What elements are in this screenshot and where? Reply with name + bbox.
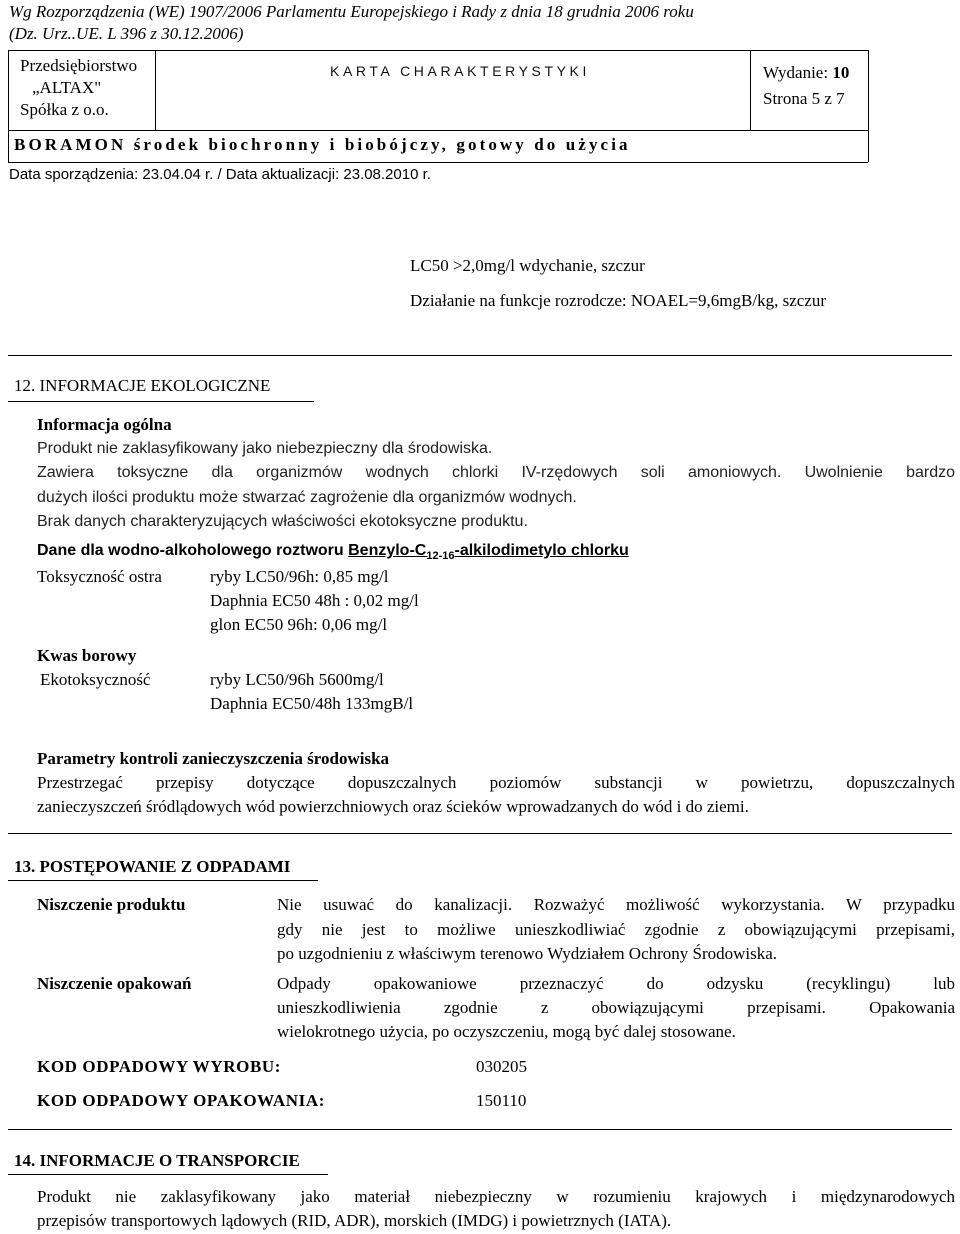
section13-title-underline bbox=[8, 880, 318, 881]
boric-acid-heading: Kwas borowy bbox=[37, 646, 137, 665]
acute-toxicity-daphnia: Daphnia EC50 48h : 0,02 mg/l bbox=[210, 591, 419, 610]
environment-control-line2: zanieczyszczeń śródlądowych wód powierzchniowych oraz ścieków wprowadzanych do wód i do ziemi. bbox=[37, 797, 749, 816]
section13-title: 13. POSTĘPOWANIE Z ODPADAMI bbox=[14, 857, 291, 876]
header-divider-left bbox=[155, 50, 156, 130]
header-mid-rule bbox=[8, 130, 868, 131]
packaging-disposal-line3: wielokrotnego użycia, po oczyszczeniu, mogą być dalej stosowane. bbox=[277, 1022, 736, 1041]
environment-control-heading: Parametry kontroli zanieczyszczenia środowiska bbox=[37, 749, 390, 768]
page-number: Strona 5 z 7 bbox=[763, 89, 845, 108]
boric-daphnia-value: Daphnia EC50/48h 133mgB/l bbox=[210, 694, 414, 713]
transport-info-line2: przepisów transportowych lądowych (RID, ADR), morskich (IMDG) i powietrznych (IATA). bbox=[37, 1211, 672, 1230]
header-bottom-rule bbox=[8, 162, 868, 163]
product-name: BORAMON środek biochronny i biobójczy, gotowy do użycia bbox=[14, 135, 631, 154]
company-name-line3: Spółka z o.o. bbox=[20, 100, 109, 119]
product-disposal-line3: po uzgodnieniu z właściwym terenowo Wydziałem Ochrony Środowiska. bbox=[277, 944, 778, 963]
solution-heading-compound bbox=[348, 542, 629, 563]
packaging-waste-code: 150110 bbox=[476, 1091, 527, 1110]
product-waste-code-label: KOD ODPADOWY WYROBU: bbox=[37, 1057, 282, 1076]
edition-number: 10 bbox=[832, 63, 850, 82]
solution-data-heading bbox=[37, 542, 629, 562]
solution-heading-prefix: Dane dla wodno-alkoholowego roztworu bbox=[37, 542, 349, 559]
header-top-rule bbox=[8, 50, 868, 51]
general-info-line1: Produkt nie zaklasyfikowany jako niebezpieczny dla środowiska. bbox=[37, 440, 493, 457]
boric-fish-value: ryby LC50/96h 5600mg/l bbox=[210, 670, 384, 689]
general-info-line4: Brak danych charakteryzujących właściwości ekotoksyczne produktu. bbox=[37, 513, 528, 530]
document-dates: Data sporządzenia: 23.04.04 r. / Data aktualizacji: 23.08.2010 r. bbox=[9, 166, 431, 183]
section14-title: 14. INFORMACJE O TRANSPORCIE bbox=[14, 1151, 300, 1170]
edition-label: Wydanie: bbox=[763, 63, 829, 82]
product-disposal-line2: gdy nie jest to możliwe unieszkodliwiać zgodnie z obowiązującymi przepisami, bbox=[277, 920, 955, 939]
product-disposal-line1: Nie usuwać do kanalizacji. Rozważyć możliwość wykorzystania. W przypadku bbox=[277, 895, 955, 914]
general-info-heading: Informacja ogólna bbox=[37, 415, 172, 434]
packaging-disposal-label: Niszczenie opakowań bbox=[37, 974, 192, 993]
packaging-waste-code-label: KOD ODPADOWY OPAKOWANIA: bbox=[37, 1091, 325, 1110]
packaging-disposal-line1: Odpady opakowaniowe przeznaczyć do odzysku (recyklingu) lub bbox=[277, 974, 955, 993]
regulation-title-line1: Wg Rozporządzenia (WE) 1907/2006 Parlamentu Europejskiego i Rady z dnia 18 grudnia 2006 roku bbox=[9, 2, 694, 21]
environment-control-line1: Przestrzegać przepisy dotyczące dopuszczalnych poziomów substancji w powietrzu, dopuszczalnych bbox=[37, 773, 955, 792]
header-left-border bbox=[8, 50, 9, 162]
regulation-title-line2: (Dz. Urz..UE. L 396 z 30.12.2006) bbox=[9, 24, 244, 43]
section14-top-rule bbox=[8, 1129, 952, 1130]
transport-info-line1: Produkt nie zaklasyfikowany jako materiał niebezpieczny w rozumieniu krajowych i międzynarodowych bbox=[37, 1187, 955, 1206]
ecotoxicity-label: Ekotoksyczność bbox=[40, 670, 151, 689]
company-name-line2: „ALTAX" bbox=[32, 78, 102, 97]
compound-subscript: 12-16 bbox=[426, 550, 455, 563]
header-right-border bbox=[868, 50, 869, 162]
packaging-disposal-line2: unieszkodliwienia zgodnie z obowiązującymi przepisami. Opakowania bbox=[277, 998, 955, 1017]
product-disposal-label: Niszczenie produktu bbox=[37, 895, 186, 914]
section12-title: 12. INFORMACJE EKOLOGICZNE bbox=[14, 376, 271, 395]
compound-name-start: Benzylo-C bbox=[348, 542, 427, 559]
reproductive-toxicity: Działanie na funkcje rozrodcze: NOAEL=9,6mgB/kg, szczur bbox=[410, 291, 827, 310]
lc50-inhalation: LC50 >2,0mg/l wdychanie, szczur bbox=[410, 256, 645, 275]
acute-toxicity-fish: ryby LC50/96h: 0,85 mg/l bbox=[210, 567, 389, 586]
section13-top-rule bbox=[8, 833, 952, 834]
general-info-line2: Zawiera toksyczne dla organizmów wodnych chlorki IV-rzędowych soli amoniowych. Uwolnienie bardzo bbox=[37, 464, 955, 481]
edition-info bbox=[763, 63, 849, 83]
general-info-line3: dużych ilości produktu może stwarzać zagrożenie dla organizmów wodnych. bbox=[37, 489, 577, 506]
header-divider-right bbox=[750, 50, 751, 130]
acute-toxicity-label: Toksyczność ostra bbox=[37, 567, 162, 586]
acute-toxicity-algae: glon EC50 96h: 0,06 mg/l bbox=[210, 615, 388, 634]
product-waste-code: 030205 bbox=[476, 1057, 527, 1076]
section12-top-rule bbox=[8, 355, 952, 356]
compound-name-end: -alkilodimetylo chlorku bbox=[454, 542, 629, 559]
document-type-title: KARTA CHARAKTERYSTYKI bbox=[330, 63, 590, 79]
section14-title-underline bbox=[8, 1174, 328, 1175]
section12-title-underline bbox=[8, 401, 314, 402]
company-name-line1: Przedsiębiorstwo bbox=[20, 56, 138, 75]
